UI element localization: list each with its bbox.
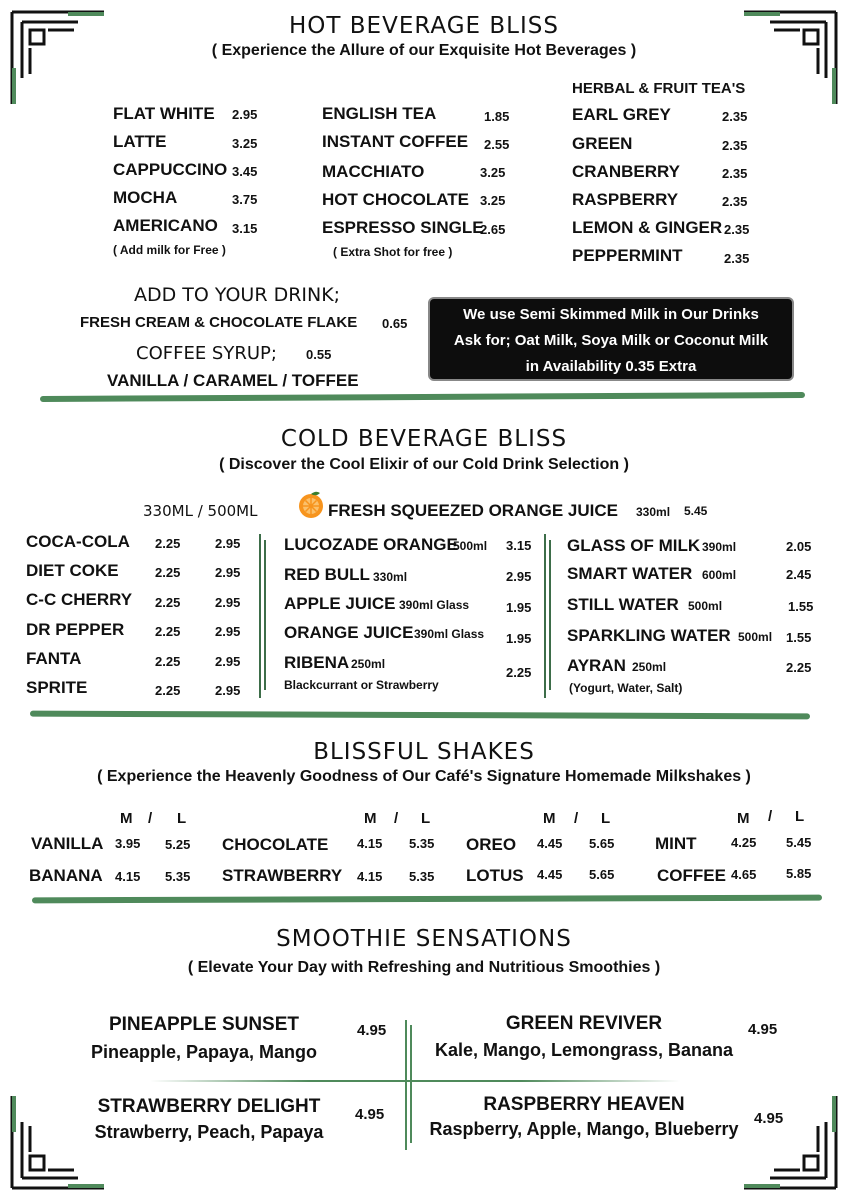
- hot-item-price: 1.85: [484, 109, 510, 124]
- syrup-heading: COFFEE SYRUP;: [136, 343, 277, 364]
- shake-name: VANILLA: [31, 834, 104, 853]
- cold-drink-size: 500ml: [453, 539, 488, 553]
- soda-price-330: 2.25: [155, 654, 181, 669]
- soda-name: SPRITE: [26, 678, 88, 697]
- smoothie-price: 4.95: [355, 1106, 385, 1123]
- hot-item-price: 3.75: [232, 192, 258, 207]
- cold-drink-size: 250ml: [351, 657, 386, 671]
- hot-item-name: FLAT WHITE: [113, 104, 215, 123]
- smoothie-price: 4.95: [357, 1022, 387, 1039]
- smoothie-ingredients: Strawberry, Peach, Papaya: [94, 1122, 324, 1142]
- cold-drink-price: 1.55: [786, 630, 812, 645]
- section-divider: [40, 392, 805, 402]
- cold-drink-name: APPLE JUICE: [284, 594, 396, 613]
- hot-item-price: 3.15: [232, 221, 258, 236]
- shake-price-m: 4.15: [357, 836, 383, 851]
- hot-item-price: 2.35: [722, 138, 748, 153]
- cold-drink-name: SMART WATER: [567, 564, 693, 583]
- soda-price-330: 2.25: [155, 595, 181, 610]
- shake-price-m: 3.95: [115, 836, 141, 851]
- cold-drink-size: 330ml: [373, 570, 408, 584]
- hot-item-name: GREEN: [572, 134, 633, 153]
- smoothie-price: 4.95: [754, 1110, 784, 1127]
- soda-price-500: 2.95: [215, 595, 241, 610]
- shake-price-l: 5.35: [409, 869, 435, 884]
- hot-item-name: LEMON & GINGER: [572, 218, 723, 237]
- size-header: 330ML / 500ML: [143, 502, 258, 520]
- cold-drink-price: 1.95: [506, 600, 532, 615]
- cold-drink-price: 2.95: [506, 569, 532, 584]
- hot-item-name: MOCHA: [113, 188, 178, 207]
- column-divider: [264, 540, 266, 690]
- cold-section-title: COLD BEVERAGE BLISS: [280, 426, 568, 452]
- hot-item-name: CAPPUCCINO: [113, 160, 228, 179]
- shake-price-l: 5.85: [786, 866, 812, 881]
- hot-item-name: AMERICANO: [113, 216, 218, 235]
- herbal-tea-heading: HERBAL & FRUIT TEA'S: [572, 80, 746, 97]
- shake-size-l: L: [421, 810, 431, 827]
- hot-item-price: 2.95: [232, 107, 258, 122]
- hot-item-price: 2.35: [722, 109, 748, 124]
- milk-notice-box: [428, 297, 794, 381]
- hot-item-price: 2.55: [484, 137, 510, 152]
- notice-line: Ask for; Oat Milk, Soya Milk or Coconut Milk: [453, 332, 769, 349]
- hot-item-name: LATTE: [113, 132, 167, 151]
- cold-drink-name: LUCOZADE ORANGE: [284, 535, 458, 554]
- soda-price-500: 2.95: [215, 624, 241, 639]
- column-divider: [544, 534, 546, 698]
- hot-item-name: RASPBERRY: [572, 190, 679, 209]
- cold-drink-name: STILL WATER: [567, 595, 679, 614]
- hot-item-name: CRANBERRY: [572, 162, 680, 181]
- soda-name: DIET COKE: [26, 561, 119, 580]
- hot-item-price: 3.25: [232, 136, 258, 151]
- cold-drink-price: 2.25: [786, 660, 812, 675]
- soda-name: FANTA: [26, 649, 82, 668]
- smoothie-name: STRAWBERRY DELIGHT: [97, 1096, 321, 1117]
- addon-cream: FRESH CREAM & CHOCOLATE FLAKE: [80, 314, 358, 331]
- soda-price-330: 2.25: [155, 624, 181, 639]
- soda-price-330: 2.25: [155, 683, 181, 698]
- shake-price-m: 4.45: [537, 867, 563, 882]
- shake-size-l: L: [795, 808, 805, 825]
- shake-size-m: M: [543, 810, 556, 827]
- cold-drink-name: RIBENA: [284, 653, 350, 672]
- cold-drink-name: RED BULL: [284, 565, 370, 584]
- shake-size-m: M: [737, 810, 750, 827]
- notice-line: We use Semi Skimmed Milk in Our Drinks: [463, 306, 759, 323]
- shake-name: MINT: [655, 834, 697, 853]
- cold-drink-price: 2.05: [786, 539, 812, 554]
- shake-name: BANANA: [29, 866, 103, 885]
- soda-price-500: 2.95: [215, 683, 241, 698]
- fresh-oj-size: 330ml: [636, 505, 671, 519]
- cold-drink-price: 1.55: [788, 599, 814, 614]
- cold-drink-name: AYRAN: [567, 656, 626, 675]
- orange-icon: [296, 490, 326, 520]
- ribena-note: Blackcurrant or Strawberry: [284, 678, 439, 692]
- cold-drink-size: 500ml: [738, 630, 773, 644]
- smoothie-ingredients: Raspberry, Apple, Mango, Blueberry: [429, 1119, 739, 1139]
- cold-drink-price: 2.25: [506, 665, 532, 680]
- column-divider: [259, 534, 261, 698]
- cold-drink-name: ORANGE JUICE: [284, 623, 414, 642]
- shake-size-slash: /: [394, 810, 399, 827]
- hot-item-price: 2.35: [724, 222, 750, 237]
- smoothie-ingredients: Pineapple, Papaya, Mango: [90, 1042, 318, 1062]
- smoothie-cross-horizontal: [150, 1080, 680, 1082]
- ayran-note: (Yogurt, Water, Salt): [569, 681, 683, 695]
- column-divider: [549, 540, 551, 690]
- shake-price-m: 4.25: [731, 835, 757, 850]
- smoothie-name: GREEN REVIVER: [505, 1013, 663, 1034]
- shake-price-l: 5.65: [589, 836, 615, 851]
- hot-section-subtitle: ( Experience the Allure of our Exquisite Hot Beverages ): [211, 42, 637, 59]
- smoothie-price: 4.95: [748, 1021, 778, 1038]
- hot-item-name: ENGLISH TEA: [322, 104, 437, 123]
- shake-price-l: 5.25: [165, 837, 191, 852]
- cold-drink-price: 1.95: [506, 631, 532, 646]
- cold-drink-size: 600ml: [702, 568, 737, 582]
- smoothies-section-subtitle: ( Elevate Your Day with Refreshing and Nutritious Smoothies ): [187, 959, 661, 976]
- hot-item-price: 3.45: [232, 164, 258, 179]
- cold-drink-price: 3.15: [506, 538, 532, 553]
- shake-name: LOTUS: [466, 866, 524, 885]
- shake-size-m: M: [120, 810, 133, 827]
- hot-item-name: EARL GREY: [572, 105, 671, 124]
- hot-item-price: 2.35: [722, 166, 748, 181]
- shakes-section-title: BLISSFUL SHAKES: [313, 739, 535, 765]
- shake-size-l: L: [177, 810, 187, 827]
- smoothie-name: PINEAPPLE SUNSET: [108, 1014, 300, 1035]
- soda-price-330: 2.25: [155, 536, 181, 551]
- soda-price-500: 2.95: [215, 565, 241, 580]
- fresh-oj-name: FRESH SQUEEZED ORANGE JUICE: [328, 501, 618, 520]
- cold-drink-name: SPARKLING WATER: [567, 626, 731, 645]
- smoothie-ingredients: Kale, Mango, Lemongrass, Banana: [434, 1040, 734, 1060]
- soda-name: COCA-COLA: [26, 532, 130, 551]
- hot-item-price: 3.25: [480, 193, 506, 208]
- hot-section-title: HOT BEVERAGE BLISS: [289, 13, 559, 39]
- shake-price-m: 4.45: [537, 836, 563, 851]
- section-divider: [32, 895, 822, 904]
- shake-name: STRAWBERRY: [222, 866, 343, 885]
- hot-item-name: HOT CHOCOLATE: [322, 190, 470, 209]
- shake-size-slash: /: [574, 810, 579, 827]
- hot-col2-note: ( Extra Shot for free ): [333, 245, 453, 259]
- addon-cream-price: 0.65: [382, 316, 408, 331]
- hot-item-price: 3.25: [480, 165, 506, 180]
- hot-item-price: 2.35: [724, 251, 750, 266]
- hot-col1-note: ( Add milk for Free ): [113, 243, 226, 257]
- hot-item-name: MACCHIATO: [322, 162, 425, 181]
- shakes-section-subtitle: ( Experience the Heavenly Goodness of Our Café's Signature Homemade Milkshakes ): [97, 768, 751, 785]
- smoothie-cross-vertical: [405, 1020, 407, 1150]
- smoothie-cross-vertical: [410, 1025, 412, 1143]
- shake-size-l: L: [601, 810, 611, 827]
- soda-name: C-C CHERRY: [26, 590, 133, 609]
- cold-drink-name: GLASS OF MILK: [567, 536, 701, 555]
- soda-price-500: 2.95: [215, 536, 241, 551]
- soda-price-330: 2.25: [155, 565, 181, 580]
- cold-drink-size: 390ml Glass: [399, 598, 470, 612]
- fresh-oj-price: 5.45: [684, 504, 708, 518]
- smoothie-name: RASPBERRY HEAVEN: [483, 1094, 685, 1115]
- hot-item-name: INSTANT COFFEE: [322, 132, 469, 151]
- smoothies-section-title: SMOOTHIE SENSATIONS: [276, 926, 572, 952]
- hot-item-price: 2.35: [722, 194, 748, 209]
- shake-price-l: 5.45: [786, 835, 812, 850]
- syrup-price: 0.55: [306, 347, 332, 362]
- shake-name: COFFEE: [657, 866, 726, 885]
- shake-size-slash: /: [768, 808, 773, 825]
- shake-price-m: 4.65: [731, 867, 757, 882]
- shake-name: CHOCOLATE: [222, 835, 329, 854]
- soda-name: DR PEPPER: [26, 620, 125, 639]
- cold-section-subtitle: ( Discover the Cool Elixir of our Cold Drink Selection ): [219, 456, 629, 473]
- shake-name: OREO: [466, 835, 517, 854]
- shake-price-m: 4.15: [115, 869, 141, 884]
- shake-price-l: 5.65: [589, 867, 615, 882]
- syrup-flavours: VANILLA / CARAMEL / TOFFEE: [107, 371, 359, 390]
- cold-drink-size: 250ml: [632, 660, 667, 674]
- shake-size-slash: /: [148, 810, 153, 827]
- corner-ornament-bottom-right: [740, 1092, 840, 1192]
- shake-price-m: 4.15: [357, 869, 383, 884]
- hot-item-name: ESPRESSO SINGLE: [322, 218, 484, 237]
- hot-item-name: PEPPERMINT: [572, 246, 683, 265]
- shake-size-m: M: [364, 810, 377, 827]
- cold-drink-size: 500ml: [688, 599, 723, 613]
- hot-item-price: 2.65: [480, 222, 506, 237]
- shake-price-l: 5.35: [165, 869, 191, 884]
- cold-drink-price: 2.45: [786, 567, 812, 582]
- notice-line: in Availability 0.35 Extra: [525, 358, 697, 375]
- cold-drink-size: 390ml: [702, 540, 737, 554]
- shake-price-l: 5.35: [409, 836, 435, 851]
- addons-heading: ADD TO YOUR DRINK;: [134, 284, 341, 306]
- cold-drink-size: 390ml Glass: [414, 627, 485, 641]
- soda-price-500: 2.95: [215, 654, 241, 669]
- section-divider: [30, 711, 810, 720]
